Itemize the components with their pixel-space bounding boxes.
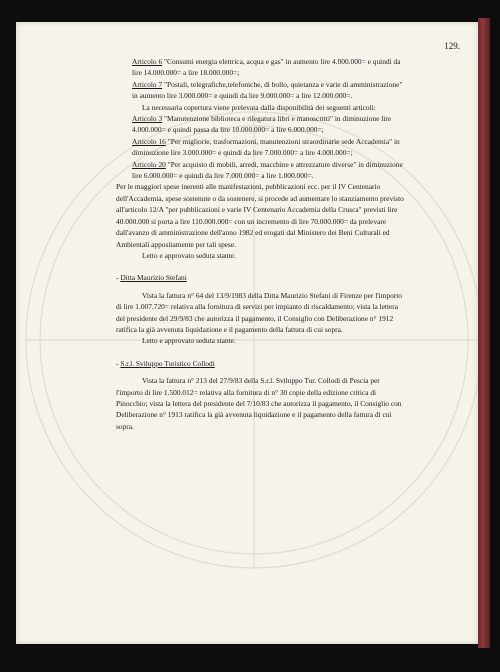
- article-text: "Per acquisto di mobili, arredi, macchine e attrezzature diverse" in diminuzione lire 6.000.000= e quindi da lire 7.000.000= a lire 1.000.000=.: [132, 159, 403, 181]
- section-heading-stefani: [16, 272, 478, 283]
- article-text: "Per migliorie, trasformazioni, manutenzioni straordinarie sede Accademia" in diminuzione lire 3.000.000= e quindi da lire 7.000.000= a lire 4.000.000=;: [132, 136, 400, 158]
- copertura-paragraph: La necessaria copertura viene prelevata dalla disponibilità dei seguenti articoli:: [142, 102, 376, 112]
- heading-text: Ditta Maurizio Stefani: [120, 273, 187, 283]
- article-text: "Postali, telegrafiche,telefoniche, di bollo, quietanza e varie di amministrazione" in aumento lire 3.000.000= e quindi da lire 9.000.000= a lire 12.000.000=.: [132, 79, 403, 101]
- approval-line: Letto e approvato seduta stante.: [142, 336, 236, 346]
- article-text: "Manutenzione biblioteca e rilegatura libri e manoscritti" in diminuzione lire 4.000.000= e quindi passa da lire 10.000.000= a lire 6.000.000=;: [132, 114, 392, 135]
- article-item: [16, 56, 478, 79]
- heading-dash: -: [116, 273, 121, 283]
- article-item: [16, 79, 478, 102]
- stefani-paragraph: Vista la fattura n° 64 del 13/9/1983 della Ditta Maurizio Stefani di Firenze per l'importo di lire 1.007.720= relativa alla fornitura di servizi per impianto di riscaldamento; vista la lettera del presidente del 29/9/83 che autorizza il pagamento, il Consiglio con Deliberazione n° 1912 ratifica la già avvenuta liquidazione e il pagamento della fattura di cui sopra.: [116, 290, 402, 334]
- article-label: Articolo 7: [132, 79, 163, 89]
- article-label: Articolo 3: [132, 114, 163, 124]
- heading-dash: -: [116, 358, 121, 368]
- article-label: Articolo 20: [132, 159, 166, 169]
- article-label: Articolo 6: [132, 57, 163, 66]
- book-binding-edge: [478, 18, 490, 648]
- collodi-paragraph: Vista la fattura n° 213 del 27/9/83 della S.r.l. Sviluppo Tur. Collodi di Pescia per l'importo di lire 1.500.012= relativa alla fornitura di n° 30 copie della edizione critica di Pinocchio; vista la lettera del presidente del 7/10/83 che autorizza il pagamento, il Consiglio con Deliberazione n° 1913 ratifica la già avvenuta liquidazione e il pagamento della fattura di cui sopra.: [116, 376, 402, 431]
- document-page: [16, 22, 478, 644]
- section-heading-collodi: [16, 358, 478, 369]
- heading-text: S.r.l. Sviluppo Turistico Collodi: [120, 358, 215, 368]
- centenario-paragraph: Per le maggiori spese inerenti alle manifestazioni, pubblicazioni ecc. per il IV Centenario dell'Accademia, spese sostenute o da sostenere, si procede ad aumentare lo stanziamento previsto all'articolo 12/A "per pubblicazioni e varie IV Centenario Accademia della Crusca" previsti lire 40.000.000 si porta a lire 110.000.000= con un incremento di lire 70.000.000= da prelevare dall'avanzo di amministrazione dell'anno 1982 ed erogati dal Ministero dei Beni Culturali ed Ambientali appositamente per tali spese.: [116, 182, 404, 249]
- page-number: 129.: [444, 41, 460, 51]
- article-text: "Consumi energia elettrica, acqua e gas" in aumento lire 4.000.000= e quindi da lire 14.000.000= a lire 18.000.000=;: [132, 57, 401, 78]
- article-item: [16, 136, 478, 159]
- article-label: Articolo 16: [132, 136, 166, 146]
- article-item: [16, 113, 478, 136]
- document-body: [16, 56, 478, 432]
- approval-line: Letto e approvato seduta stante.: [142, 250, 236, 260]
- article-item: [16, 159, 478, 182]
